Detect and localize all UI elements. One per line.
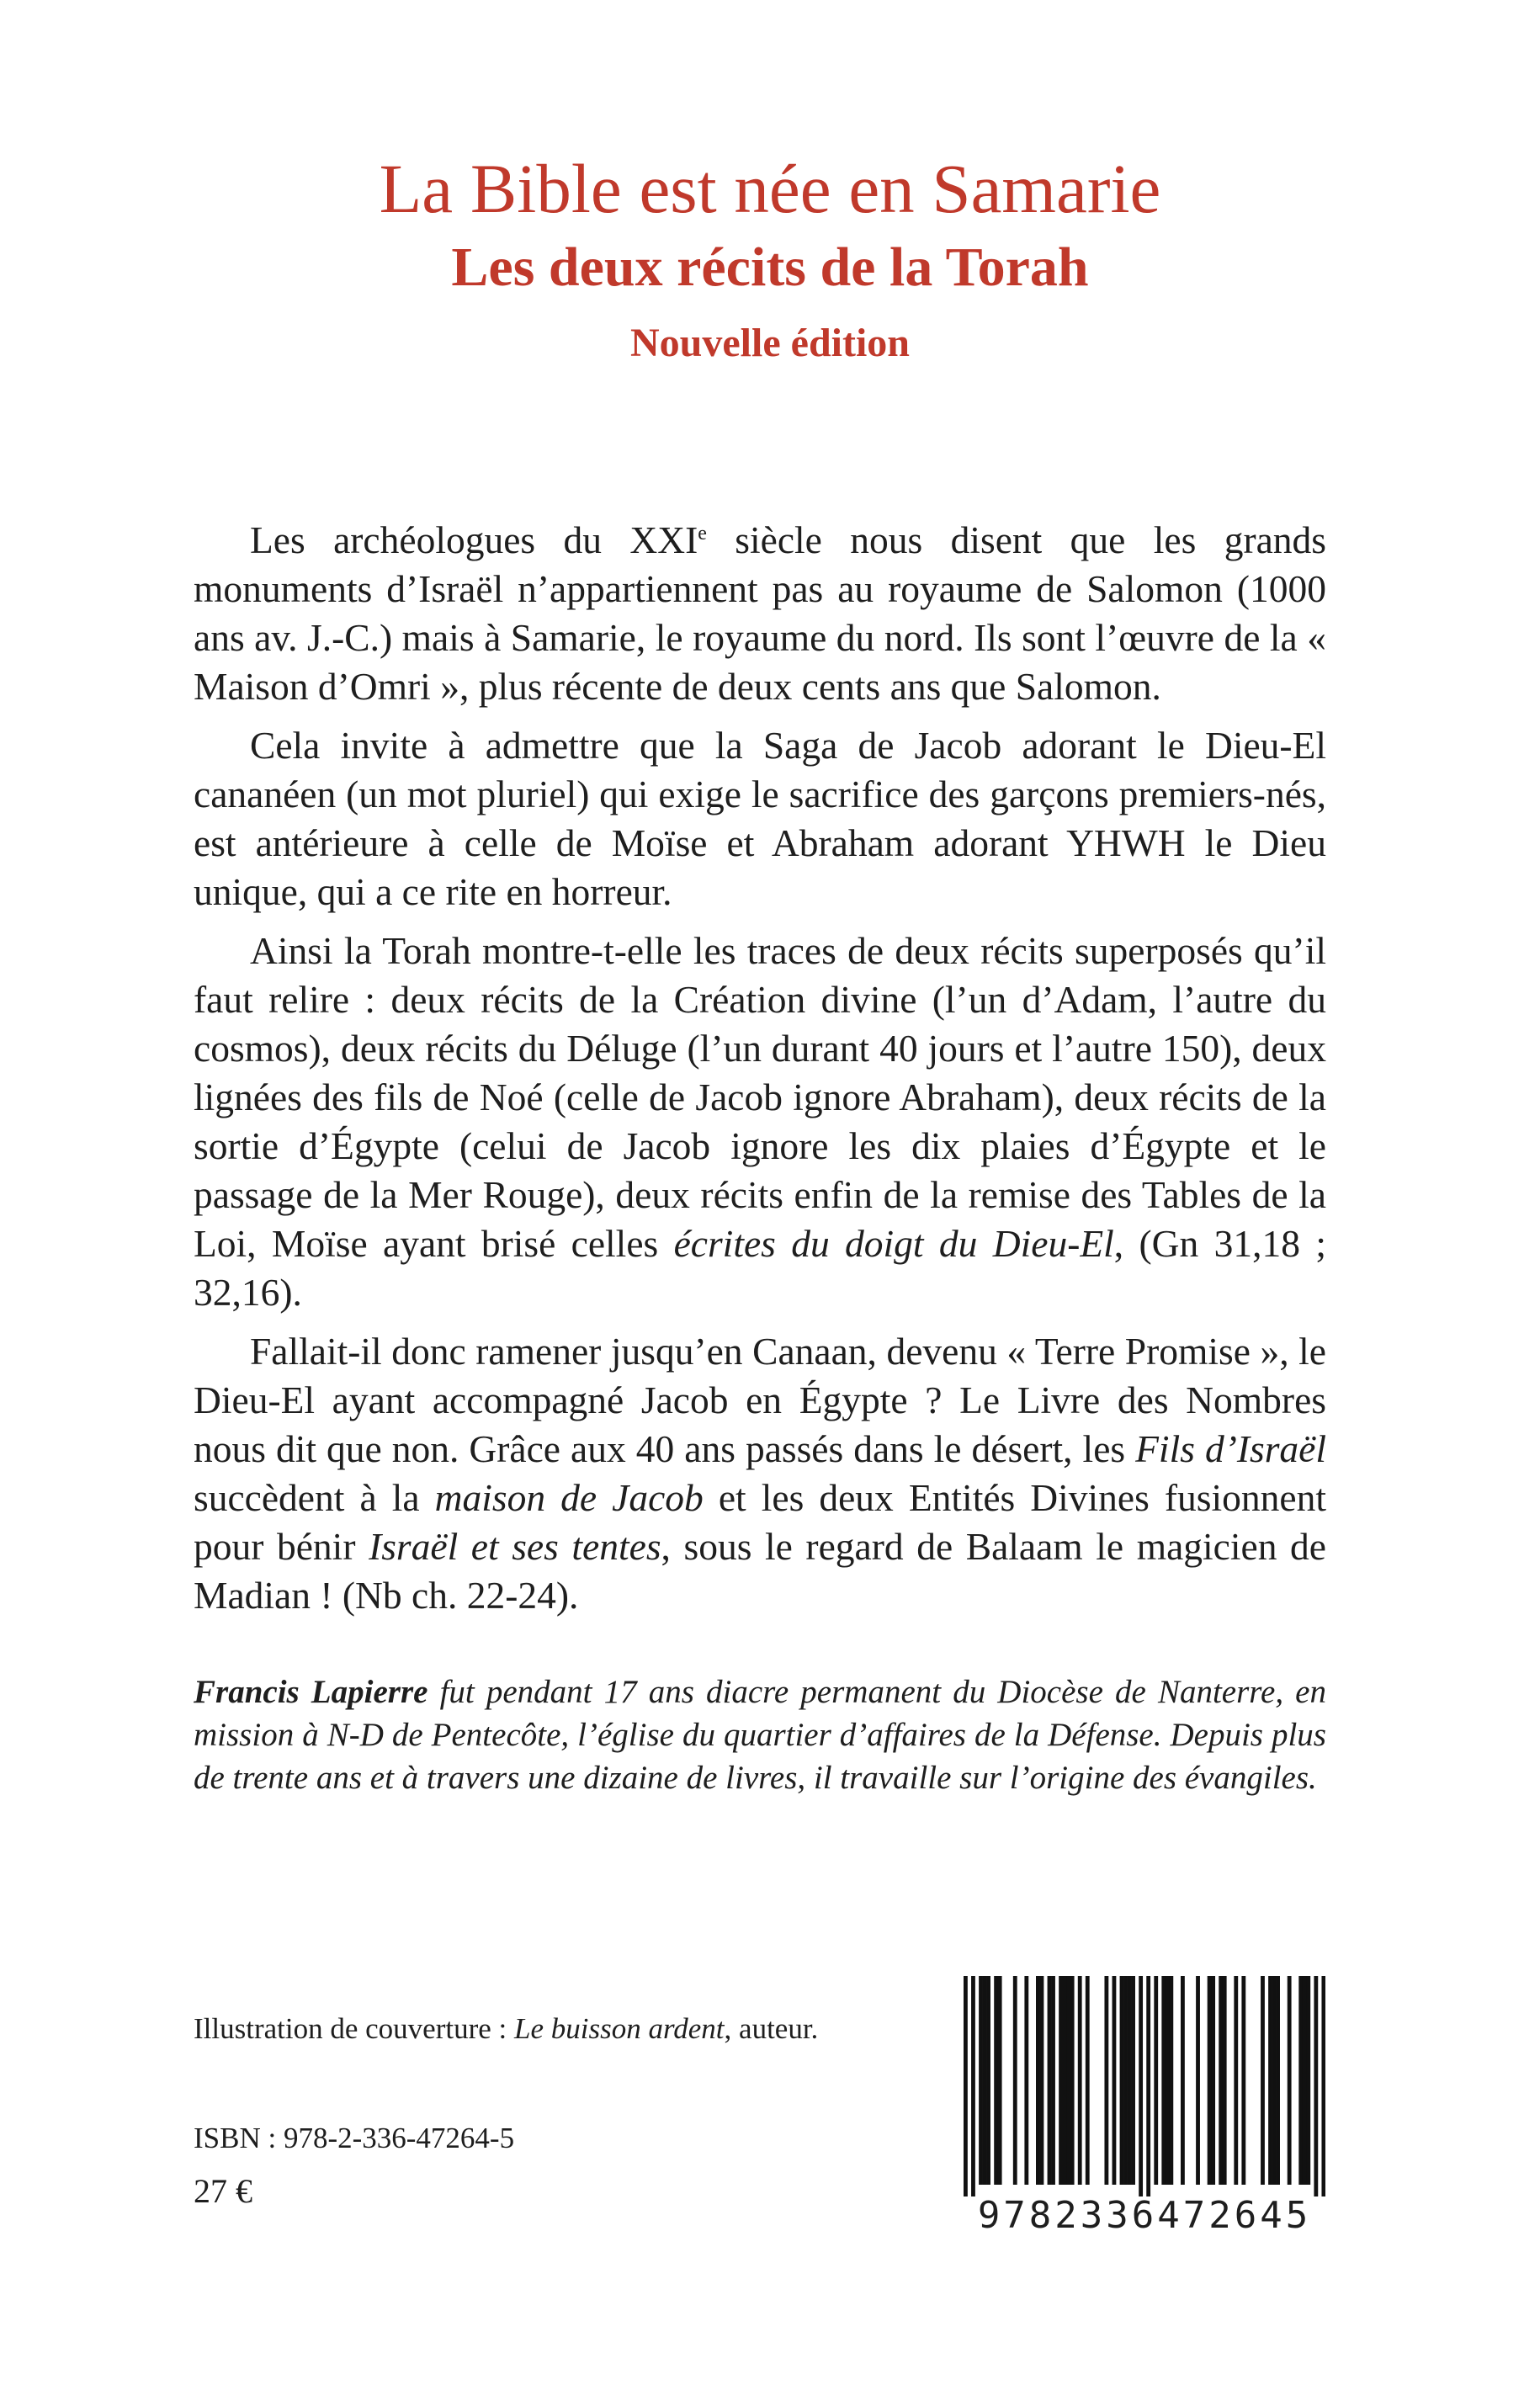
barcode-bar — [1048, 1976, 1052, 2185]
barcode-bar — [971, 1976, 975, 2196]
barcode-bar — [983, 1976, 987, 2185]
barcode-bar — [1211, 1976, 1215, 2185]
barcode-bar — [1181, 1976, 1185, 2185]
book-title: La Bible est née en Samarie — [379, 150, 1161, 227]
book-subtitle: Les deux récits de la Torah — [451, 236, 1089, 298]
barcode-bar — [1303, 1976, 1307, 2185]
edition-label: Nouvelle édition — [630, 321, 910, 365]
barcode-bar — [964, 1976, 968, 2196]
barcode-bar — [1070, 1976, 1075, 2185]
barcode-bar — [1123, 1976, 1128, 2185]
barcode-bar — [994, 1976, 998, 2185]
barcode-bar — [1234, 1976, 1238, 2185]
barcode-bar — [1276, 1976, 1280, 2185]
barcode-bar — [1059, 1976, 1063, 2185]
barcode-bar — [1086, 1976, 1090, 2185]
barcode-bar — [1131, 1976, 1135, 2185]
barcode-bars — [964, 1976, 1325, 2196]
barcode-digits: 9782336472645 — [977, 2194, 1312, 2237]
barcode-bar — [1288, 1976, 1292, 2185]
barcode-bar — [1128, 1976, 1132, 2185]
title-block — [0, 148, 1540, 369]
barcode-bar — [1272, 1976, 1277, 2185]
barcode-bar — [1063, 1976, 1067, 2185]
barcode-bar — [1146, 1976, 1150, 2196]
barcode-bar — [1166, 1976, 1170, 2185]
barcode-bar — [1306, 1976, 1310, 2185]
barcode-bar — [1161, 1976, 1166, 2185]
blurb-paragraph-3: Ainsi la Torah montre-t-elle les traces de deux récits superposés qu’il faut relire : deux récits de la Création divine (l’un d’Adam, l’autre du cosmos), deux récits du Déluge (l’un durant 40 jours et l’autre 150), deux lignées des fils de Noé (celle de Jacob ignore Abraham), deux récits de la sortie d’Égypte (celui de Jacob ignore les dix plaies d’Égypte et le passage de la Mer Rouge), deux récits enfin de la remise des Tables de la Loi, Moïse ayant brisé celles écrites du doigt du Dieu-El, (Gn 31,18 ; 32,16). — [194, 929, 1326, 1315]
barcode-bar — [1169, 1976, 1173, 2185]
blurb-paragraph-1: Les archéologues du XXIe siècle nous disent que les grands monuments d’Israël n’appartiennent pas au royaume de Salomon (1000 ans av. J.-C.) mais à Samarie, le royaume du nord. Ils sont l’œuvre de la « Maison d’Omri », plus récente de deux cents ans que Salomon. — [194, 518, 1326, 709]
isbn: ISBN : 978-2-336-47264-5 — [194, 2122, 515, 2154]
barcode-bar — [1066, 1976, 1070, 2185]
barcode-bar — [1314, 1976, 1318, 2196]
barcode-bar — [1036, 1976, 1040, 2185]
cover-credit: Illustration de couverture : Le buisson ardent, auteur. — [194, 2012, 819, 2045]
blurb — [194, 509, 1326, 1630]
barcode-bar — [1196, 1976, 1200, 2185]
barcode-bar — [998, 1976, 1002, 2185]
barcode-bar — [1040, 1976, 1044, 2185]
barcode — [964, 1976, 1325, 2258]
barcode-bar — [1120, 1976, 1124, 2185]
blurb-paragraph-4: Fallait-il donc ramener jusqu’en Canaan, devenu « Terre Promise », le Dieu-El ayant accompagné Jacob en Égypte ? Le Livre des Nombres nous dit que non. Grâce aux 40 ans passés dans le désert, les Fils d’Israël succèdent à la maison de Jacob et les deux Entités Divines fusionnent pour bénir Israël et ses tentes, sous le regard de Balaam le magicien de Madian ! (Nb ch. 22-24). — [194, 1330, 1327, 1617]
barcode-bar — [1321, 1976, 1325, 2196]
barcode-bar — [979, 1976, 983, 2185]
barcode-bar — [1241, 1976, 1245, 2185]
barcode-bar — [1078, 1976, 1082, 2185]
barcode-bar — [986, 1976, 990, 2185]
barcode-bar — [1104, 1976, 1108, 2185]
barcode-bar — [1154, 1976, 1158, 2185]
barcode-bar — [1208, 1976, 1212, 2185]
author-bio — [194, 1671, 1326, 1799]
barcode-bar — [1298, 1976, 1303, 2185]
barcode-bar — [1013, 1976, 1017, 2185]
price: 27 € — [194, 2172, 252, 2210]
barcode-bar — [1024, 1976, 1028, 2185]
barcode-bar — [1261, 1976, 1265, 2185]
barcode-bar — [1219, 1976, 1223, 2185]
barcode-bar — [1139, 1976, 1143, 2196]
blurb-paragraph-2: Cela invite à admettre que la Saga de Jacob adorant le Dieu-El cananéen (un mot pluriel) qui exige le sacrifice des garçons premiers-nés, est antérieure à celle de Moïse et Abraham adorant YHWH le Dieu unique, qui a ce rite en horreur. — [194, 724, 1326, 914]
barcode-bar — [1268, 1976, 1272, 2185]
barcode-bar — [1223, 1976, 1227, 2185]
barcode-bar — [1113, 1976, 1117, 2185]
barcode-bar — [1051, 1976, 1055, 2185]
author-name: Francis Lapierre — [194, 1674, 428, 1710]
author-bio-text: fut pendant 17 ans diacre permanent du Diocèse de Nanterre, en mission à N-D de Pentecôte, l’église du quartier d’affaires de la Défense. Depuis plus de trente ans et à travers une dizaine de livres, il travaille sur l’origine des évangiles. — [194, 1674, 1326, 1796]
